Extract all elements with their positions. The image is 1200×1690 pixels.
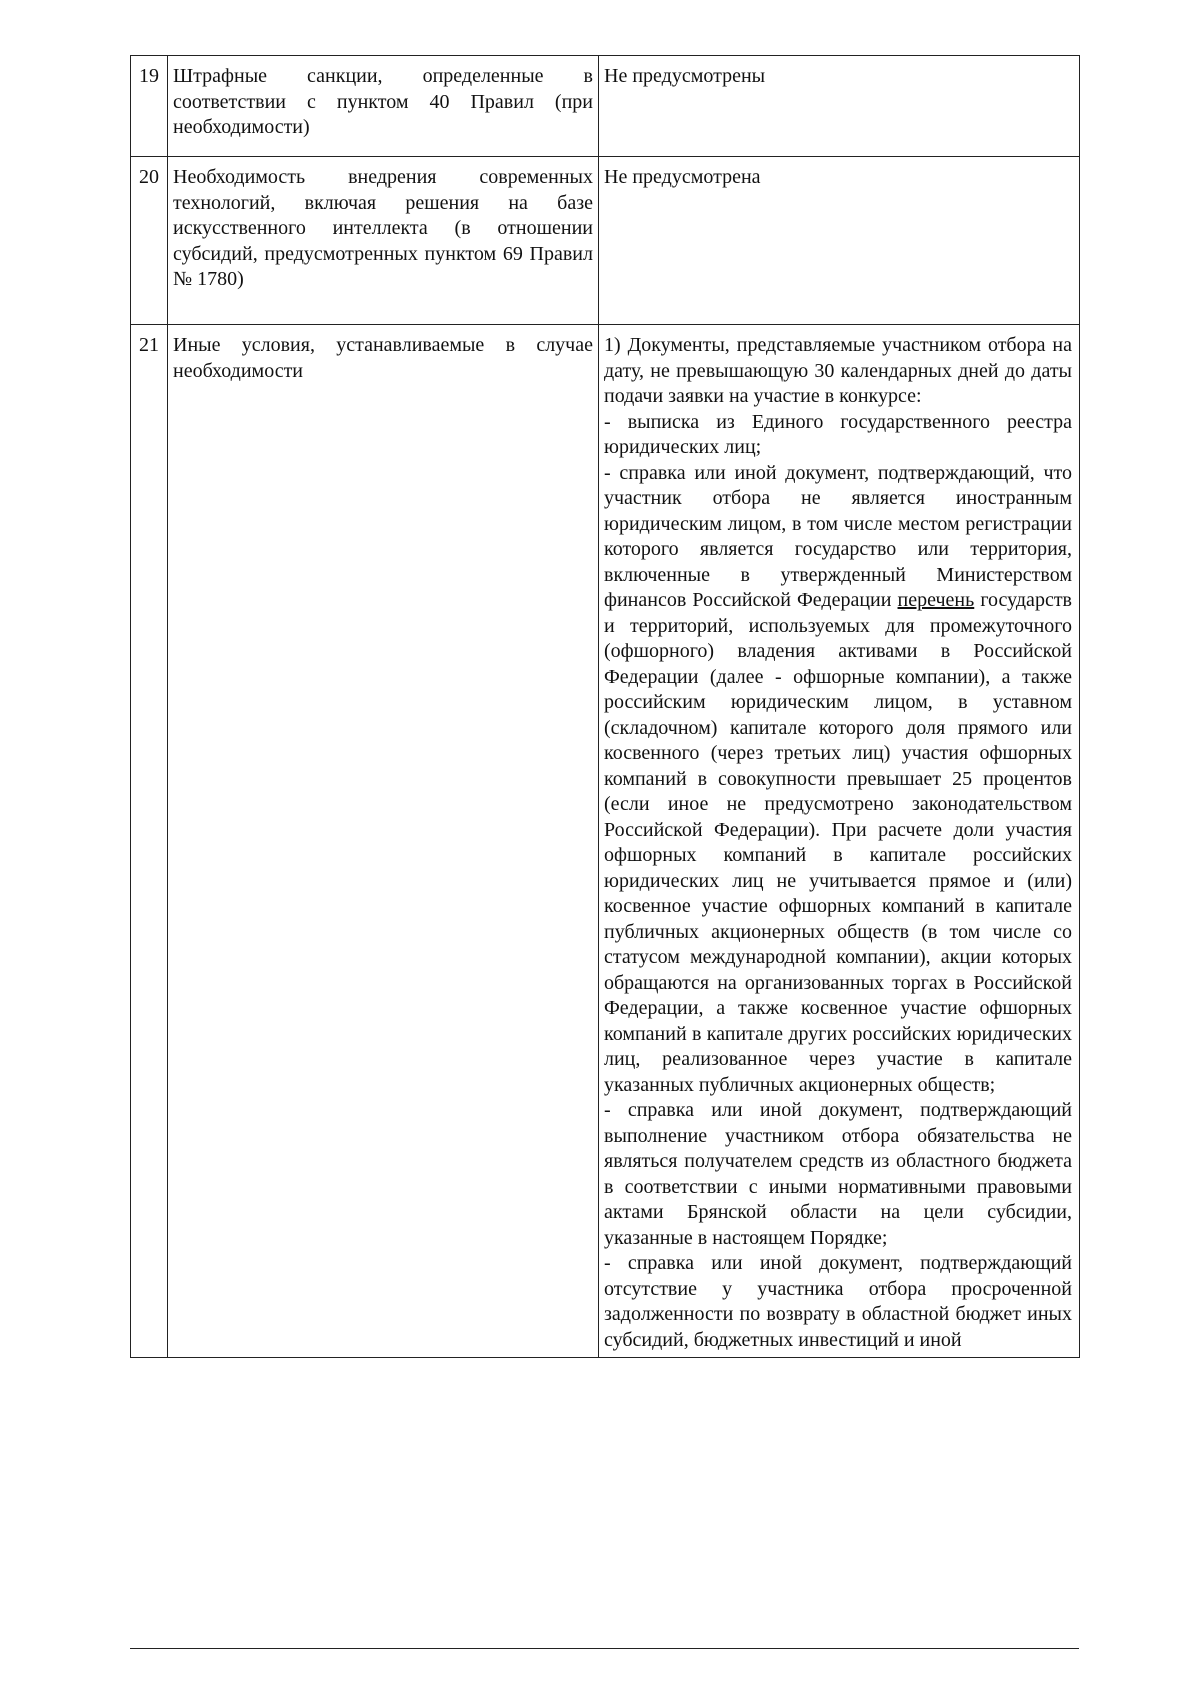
value-cell	[599, 325, 1080, 1358]
row-number: 20	[131, 157, 168, 325]
table-row	[131, 56, 1080, 157]
list-item: - выписка из Единого государственного реестра юридических лиц;	[604, 410, 1072, 458]
condition-cell: Иные условия, устанавливаемые в случае необходимости	[168, 325, 599, 1358]
documents-intro: 1) Документы, представляемые участником отбора на дату, не превышающую 30 календарных дней до даты подачи заявки на участие в конкурсе:	[604, 334, 1072, 407]
table-row	[131, 157, 1080, 325]
row-number: 19	[131, 56, 168, 157]
value-cell: Не предусмотрена	[599, 157, 1080, 325]
value-cell: Не предусмотрены	[599, 56, 1080, 157]
offshore-list-link[interactable]: перечень	[897, 589, 975, 611]
condition-cell: Штрафные санкции, определенные в соответствии с пунктом 40 Правил (при необходимости)	[168, 56, 599, 157]
offshore-text-start: - справка или иной документ, подтверждающий, что участник отбора не является иностранным юридическим лицом, в том числе местом регистрации которого является государство или территория, включенные в утвержденный Министерством финансов Российской Федерации	[604, 461, 1072, 611]
list-item: - справка или иной документ, подтверждающий отсутствие у участника отбора просроченной задолженности по возврату в областной бюджет иных субсидий, бюджетных инвестиций и иной	[604, 1252, 1072, 1351]
list-item	[604, 461, 1072, 1099]
offshore-text-end: государств и территорий, используемых для промежуточного (офшорного) владения активами в Российской Федерации (далее - офшорные компании), а также российским юридическим лицом, в уставном (складочном) капитале которого доля прямого или косвенного (через третьих лиц) участия офшорных компаний в совокупности превышает 25 процентов (если иное не предусмотрено законодательством Российской Федерации). При расчете доли участия офшорных компаний в капитале российских юридических лиц не учитывается прямое и (или) косвенное участие офшорных компаний в капитале публичных акционерных обществ (в том числе со статусом международной компании), акции которых обращаются на организованных торгах в Российской Федерации, а также косвенное участие офшорных компаний в капитале других российских юридических лиц, реализованное через участие в капитале указанных публичных акционерных обществ;	[604, 589, 1072, 1096]
row-number: 21	[131, 325, 168, 1358]
page-bottom-rule	[130, 1648, 1079, 1649]
list-item: - справка или иной документ, подтверждающий выполнение участником отбора обязательства не являться получателем средств из областного бюджета в соответствии с иными нормативными правовыми актами Брянской области на цели субсидии, указанные в настоящем Порядке;	[604, 1099, 1072, 1249]
table-row	[131, 325, 1080, 1358]
condition-cell: Необходимость внедрения современных технологий, включая решения на базе искусственного интеллекта (в отношении субсидий, предусмотренных пунктом 69 Правил № 1780)	[168, 157, 599, 325]
conditions-table	[130, 55, 1080, 1358]
